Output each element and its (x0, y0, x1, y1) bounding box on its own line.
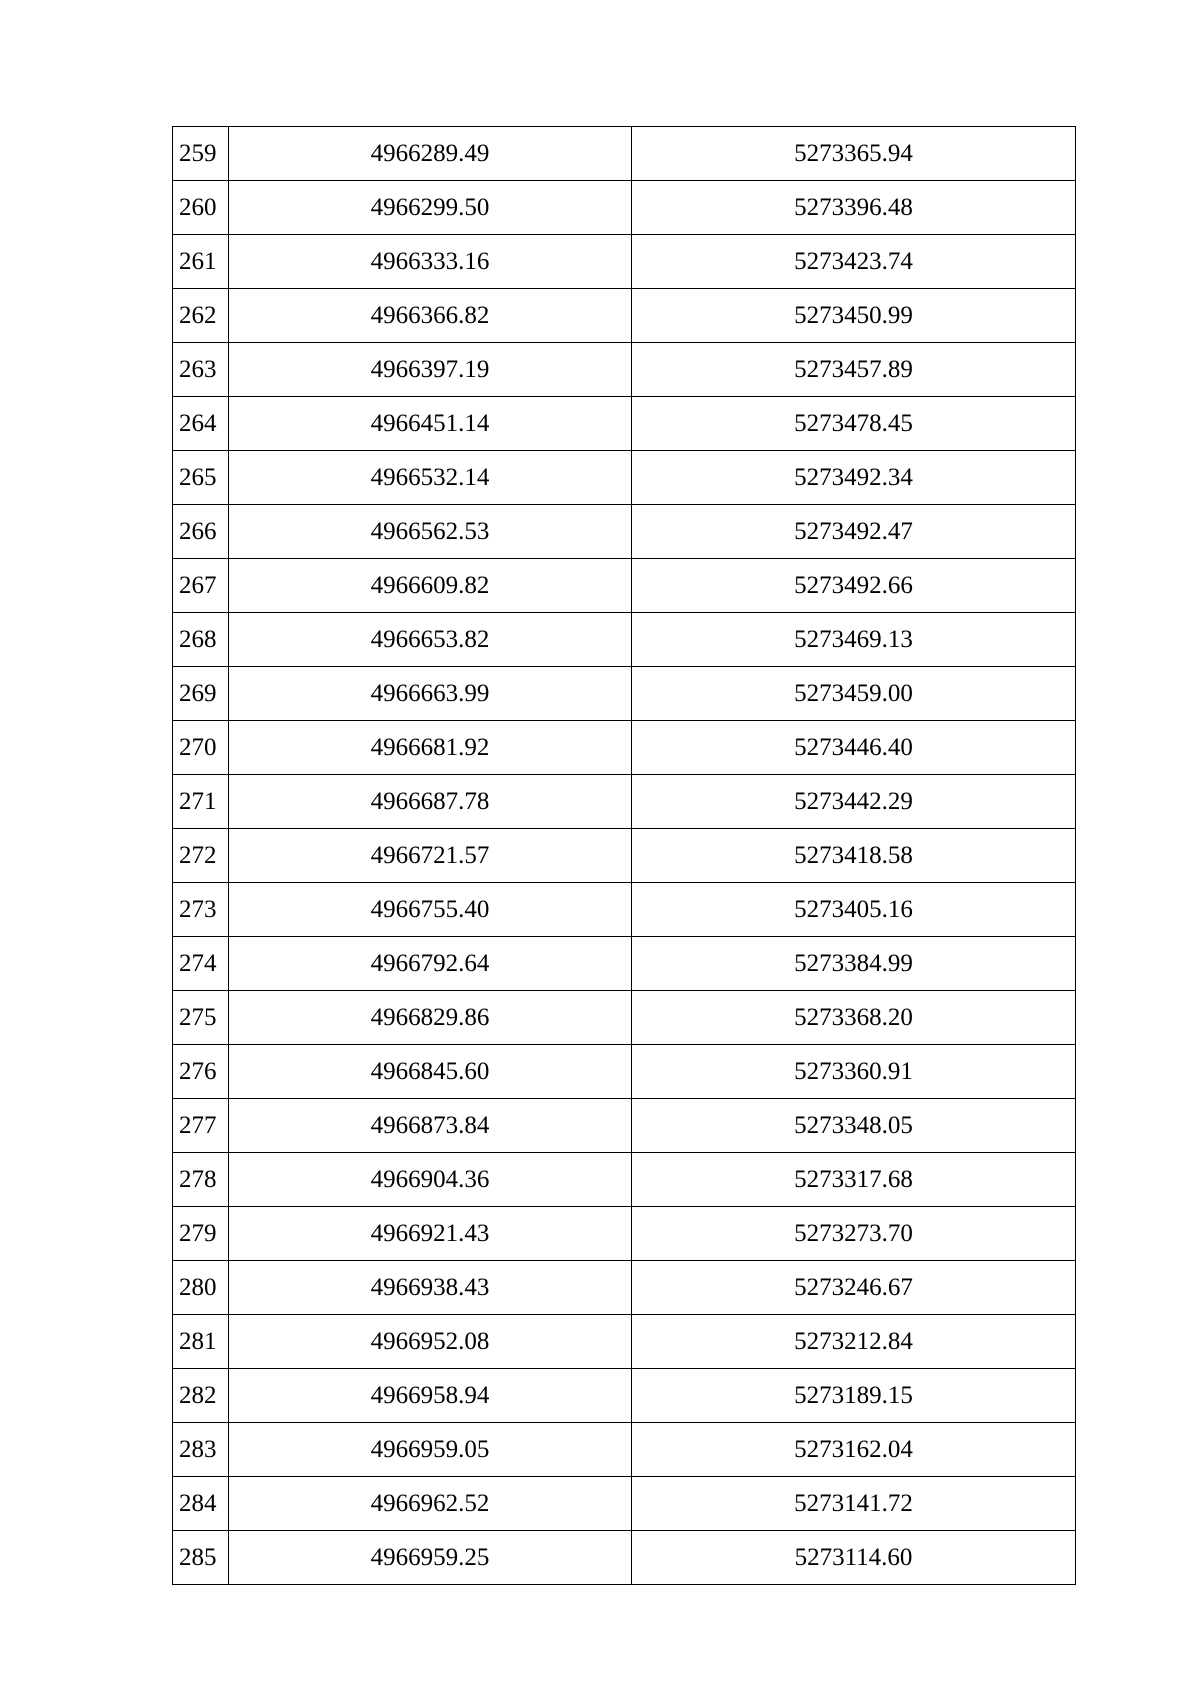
point-number-cell: 277 (173, 1099, 229, 1153)
table-row (173, 235, 1076, 289)
y-coordinate-cell: 5273246.67 (632, 1261, 1076, 1315)
point-number-cell: 261 (173, 235, 229, 289)
x-coordinate-cell: 4966609.82 (229, 559, 632, 613)
y-coordinate-cell: 5273189.15 (632, 1369, 1076, 1423)
table-row (173, 829, 1076, 883)
point-number-cell: 276 (173, 1045, 229, 1099)
x-coordinate-cell: 4966959.05 (229, 1423, 632, 1477)
x-coordinate-cell: 4966532.14 (229, 451, 632, 505)
y-coordinate-cell: 5273492.34 (632, 451, 1076, 505)
y-coordinate-cell: 5273114.60 (632, 1531, 1076, 1585)
table-row (173, 1261, 1076, 1315)
y-coordinate-cell: 5273273.70 (632, 1207, 1076, 1261)
y-coordinate-cell: 5273492.47 (632, 505, 1076, 559)
y-coordinate-cell: 5273459.00 (632, 667, 1076, 721)
y-coordinate-cell: 5273469.13 (632, 613, 1076, 667)
y-coordinate-cell: 5273396.48 (632, 181, 1076, 235)
y-coordinate-cell: 5273478.45 (632, 397, 1076, 451)
table-row (173, 775, 1076, 829)
point-number-cell: 282 (173, 1369, 229, 1423)
table-row (173, 1045, 1076, 1099)
y-coordinate-cell: 5273348.05 (632, 1099, 1076, 1153)
point-number-cell: 267 (173, 559, 229, 613)
x-coordinate-cell: 4966845.60 (229, 1045, 632, 1099)
point-number-cell: 279 (173, 1207, 229, 1261)
x-coordinate-cell: 4966653.82 (229, 613, 632, 667)
y-coordinate-cell: 5273492.66 (632, 559, 1076, 613)
table-row (173, 1315, 1076, 1369)
x-coordinate-cell: 4966366.82 (229, 289, 632, 343)
x-coordinate-cell: 4966873.84 (229, 1099, 632, 1153)
point-number-cell: 262 (173, 289, 229, 343)
y-coordinate-cell: 5273141.72 (632, 1477, 1076, 1531)
y-coordinate-cell: 5273457.89 (632, 343, 1076, 397)
x-coordinate-cell: 4966921.43 (229, 1207, 632, 1261)
point-number-cell: 270 (173, 721, 229, 775)
table-row (173, 343, 1076, 397)
table-row (173, 1153, 1076, 1207)
table-row (173, 1099, 1076, 1153)
point-number-cell: 274 (173, 937, 229, 991)
coordinates-table-body (173, 127, 1076, 1585)
x-coordinate-cell: 4966962.52 (229, 1477, 632, 1531)
point-number-cell: 275 (173, 991, 229, 1045)
table-row (173, 613, 1076, 667)
point-number-cell: 271 (173, 775, 229, 829)
point-number-cell: 259 (173, 127, 229, 181)
table-row (173, 1531, 1076, 1585)
coordinates-table (172, 126, 1076, 1585)
point-number-cell: 264 (173, 397, 229, 451)
x-coordinate-cell: 4966721.57 (229, 829, 632, 883)
table-row (173, 667, 1076, 721)
x-coordinate-cell: 4966681.92 (229, 721, 632, 775)
table-row (173, 937, 1076, 991)
y-coordinate-cell: 5273317.68 (632, 1153, 1076, 1207)
point-number-cell: 260 (173, 181, 229, 235)
table-row (173, 883, 1076, 937)
x-coordinate-cell: 4966397.19 (229, 343, 632, 397)
table-row (173, 397, 1076, 451)
point-number-cell: 285 (173, 1531, 229, 1585)
table-row (173, 1369, 1076, 1423)
point-number-cell: 265 (173, 451, 229, 505)
table-row (173, 1477, 1076, 1531)
table-row (173, 127, 1076, 181)
point-number-cell: 268 (173, 613, 229, 667)
point-number-cell: 284 (173, 1477, 229, 1531)
point-number-cell: 263 (173, 343, 229, 397)
y-coordinate-cell: 5273212.84 (632, 1315, 1076, 1369)
table-row (173, 505, 1076, 559)
x-coordinate-cell: 4966958.94 (229, 1369, 632, 1423)
table-row (173, 991, 1076, 1045)
x-coordinate-cell: 4966959.25 (229, 1531, 632, 1585)
point-number-cell: 278 (173, 1153, 229, 1207)
y-coordinate-cell: 5273405.16 (632, 883, 1076, 937)
y-coordinate-cell: 5273423.74 (632, 235, 1076, 289)
point-number-cell: 266 (173, 505, 229, 559)
x-coordinate-cell: 4966299.50 (229, 181, 632, 235)
table-row (173, 1423, 1076, 1477)
x-coordinate-cell: 4966952.08 (229, 1315, 632, 1369)
y-coordinate-cell: 5273442.29 (632, 775, 1076, 829)
y-coordinate-cell: 5273446.40 (632, 721, 1076, 775)
x-coordinate-cell: 4966289.49 (229, 127, 632, 181)
table-row (173, 451, 1076, 505)
x-coordinate-cell: 4966792.64 (229, 937, 632, 991)
point-number-cell: 273 (173, 883, 229, 937)
table-row (173, 559, 1076, 613)
x-coordinate-cell: 4966829.86 (229, 991, 632, 1045)
y-coordinate-cell: 5273368.20 (632, 991, 1076, 1045)
x-coordinate-cell: 4966938.43 (229, 1261, 632, 1315)
x-coordinate-cell: 4966687.78 (229, 775, 632, 829)
table-row (173, 721, 1076, 775)
point-number-cell: 280 (173, 1261, 229, 1315)
y-coordinate-cell: 5273450.99 (632, 289, 1076, 343)
table-row (173, 1207, 1076, 1261)
y-coordinate-cell: 5273365.94 (632, 127, 1076, 181)
point-number-cell: 283 (173, 1423, 229, 1477)
point-number-cell: 281 (173, 1315, 229, 1369)
table-row (173, 181, 1076, 235)
point-number-cell: 269 (173, 667, 229, 721)
table-row (173, 289, 1076, 343)
y-coordinate-cell: 5273384.99 (632, 937, 1076, 991)
x-coordinate-cell: 4966755.40 (229, 883, 632, 937)
x-coordinate-cell: 4966562.53 (229, 505, 632, 559)
x-coordinate-cell: 4966451.14 (229, 397, 632, 451)
x-coordinate-cell: 4966904.36 (229, 1153, 632, 1207)
y-coordinate-cell: 5273360.91 (632, 1045, 1076, 1099)
y-coordinate-cell: 5273162.04 (632, 1423, 1076, 1477)
y-coordinate-cell: 5273418.58 (632, 829, 1076, 883)
x-coordinate-cell: 4966663.99 (229, 667, 632, 721)
point-number-cell: 272 (173, 829, 229, 883)
x-coordinate-cell: 4966333.16 (229, 235, 632, 289)
